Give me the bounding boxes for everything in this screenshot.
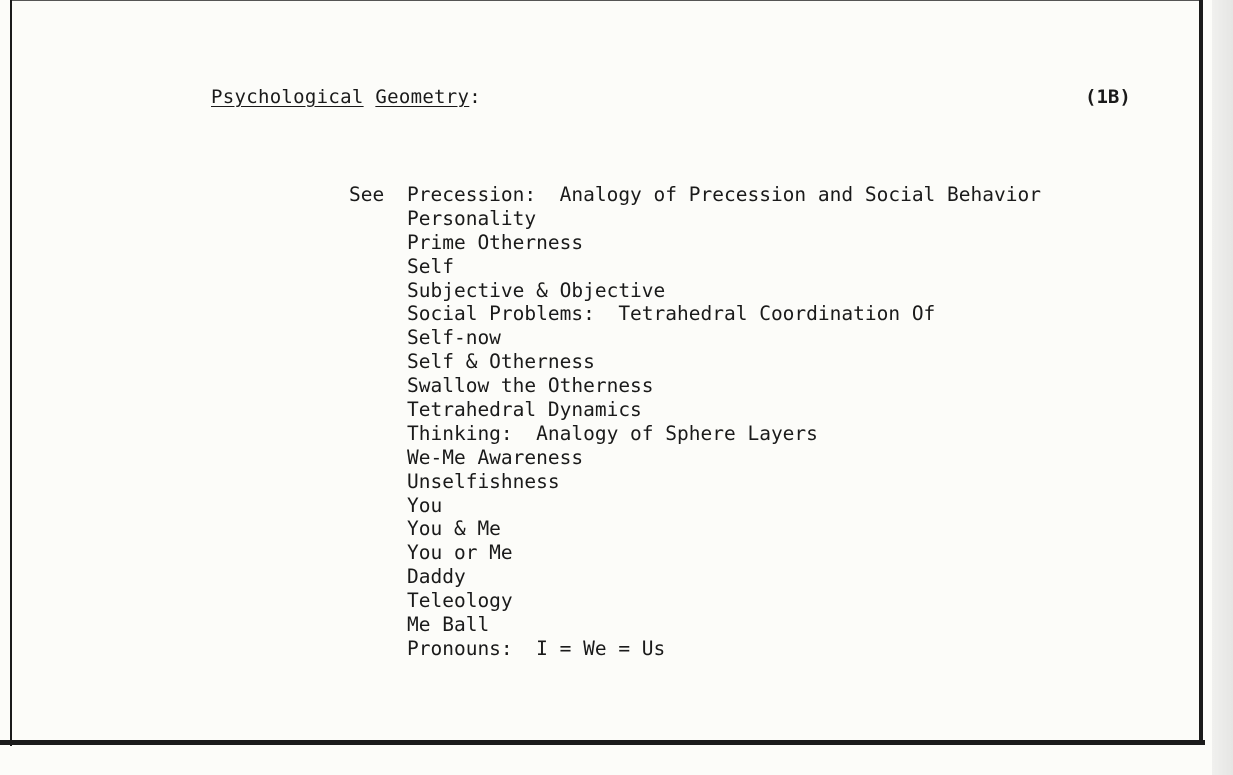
scan-edge-shadow [1212,0,1233,775]
list-item: You or Me [407,541,513,565]
list-item: Self & Otherness [407,350,595,374]
card-bottom-border [0,740,1205,745]
list-item: Unselfishness [407,469,560,493]
see-label: See [349,183,385,206]
list-item: Tetrahedral Dynamics [407,398,642,422]
list-item: Pronouns: I = We = Us [407,636,666,660]
list-item: Thinking: Analogy of Sphere Layers [407,421,818,445]
list-item: Personality [407,206,537,230]
card-left-border [10,0,12,746]
card-heading [211,86,481,108]
heading-word-psychological: Psychological [211,86,364,108]
list-item: Self [407,254,454,278]
card-code: (1B) [1085,86,1131,108]
card-top-border [10,0,1201,1]
list-item: Subjective & Objective [407,278,666,302]
heading-colon: : [469,86,482,108]
list-item: Social Problems: Tetrahedral Coordination Of [407,302,936,326]
list-item: Precession: Analogy of Precession and Social Behavior [407,183,1041,206]
cross-reference-list [407,183,1041,661]
list-item: You [407,493,443,517]
list-item: You & Me [407,517,501,541]
list-item: Prime Otherness [407,230,584,254]
list-item: Self-now [407,326,501,350]
list-item: We-Me Awareness [407,445,584,469]
heading-word-geometry: Geometry [375,86,470,108]
list-item: Daddy [407,565,466,589]
list-item: Teleology [407,589,513,613]
list-item: Me Ball [407,613,490,637]
list-item: Swallow the Otherness [407,374,654,398]
card-right-border [1199,0,1203,740]
